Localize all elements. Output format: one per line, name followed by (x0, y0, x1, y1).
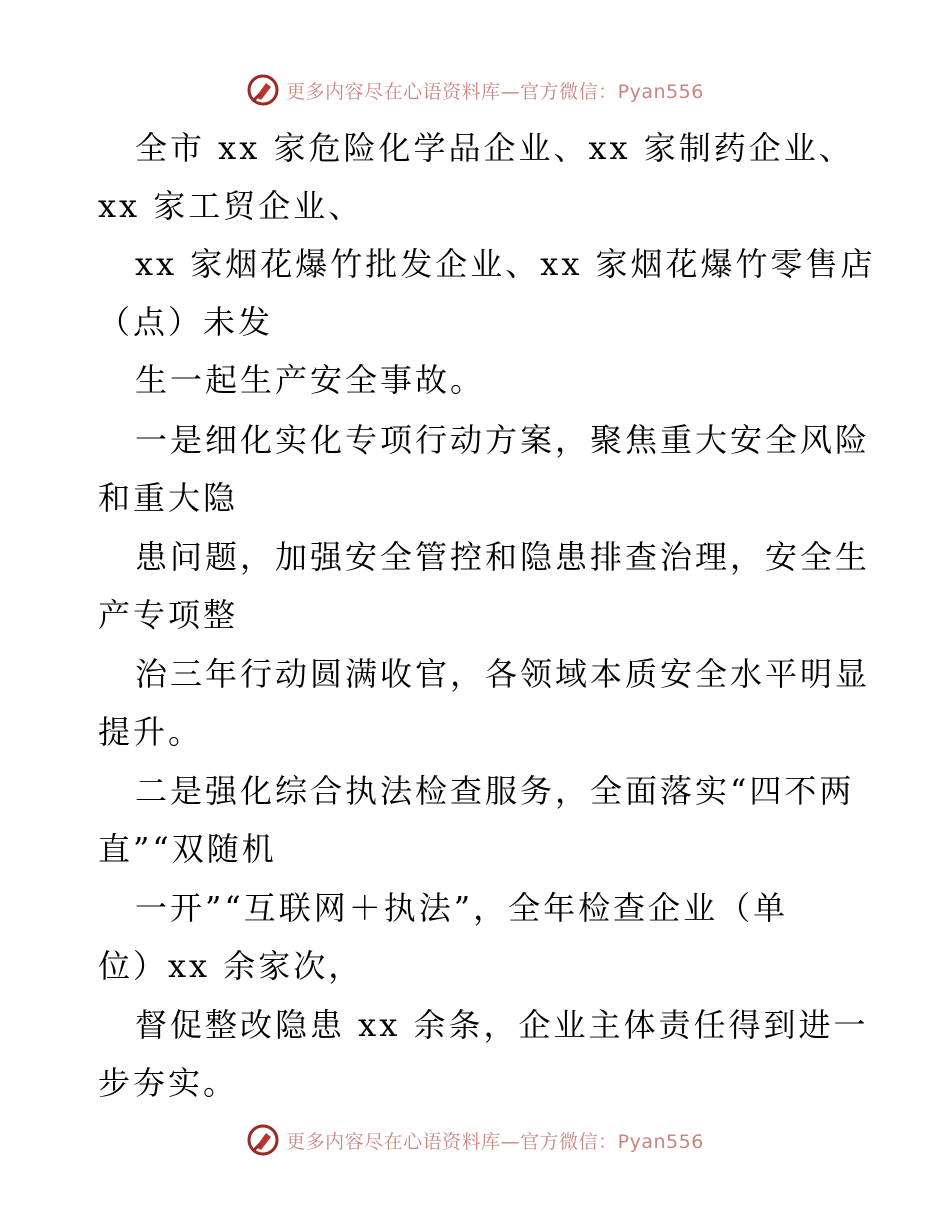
body-line: 步夯实。 (98, 1064, 239, 1102)
body-line: xx 家工贸企业、 (98, 187, 364, 225)
header-banner-text: 更多内容尽在心语资料库—官方微信：Pyan556 (286, 80, 704, 103)
body-line: 位）xx 余家次， (98, 947, 364, 985)
body-line: 直”“双随机 (98, 830, 277, 868)
body-line: 二是强化综合执法检查服务，全面落实“四不两 (135, 772, 855, 810)
body-line: 治三年行动圆满收官，各领域本质安全水平明显 (135, 655, 871, 693)
body-line: 提升。 (98, 713, 204, 751)
body-line: 一开”“互联网＋执法”，全年检查企业（单 (135, 889, 789, 927)
body-line: 全市 xx 家危险化学品企业、xx 家制药企业、 (135, 129, 854, 167)
body-line: 一是细化实化专项行动方案，聚焦重大安全风险 (135, 421, 871, 459)
header-banner (0, 70, 950, 110)
body-line: 生一起生产安全事故。 (135, 361, 486, 399)
body-line: 产专项整 (98, 596, 239, 634)
body-line: 和重大隐 (98, 479, 239, 517)
body-line: xx 家烟花爆竹批发企业、xx 家烟花爆竹零售店 (135, 245, 876, 283)
body-line: （点）未发 (98, 303, 274, 341)
pen-nib-logo-icon (246, 73, 280, 107)
body-line: 督促整改隐患 xx 余条，企业主体责任得到进一 (135, 1006, 869, 1044)
body-line: 患问题，加强安全管控和隐患排查治理，安全生 (135, 538, 871, 576)
pen-nib-logo-icon (246, 1123, 280, 1157)
footer-banner-text: 更多内容尽在心语资料库—官方微信：Pyan556 (286, 1130, 704, 1153)
footer-banner (0, 1120, 950, 1160)
